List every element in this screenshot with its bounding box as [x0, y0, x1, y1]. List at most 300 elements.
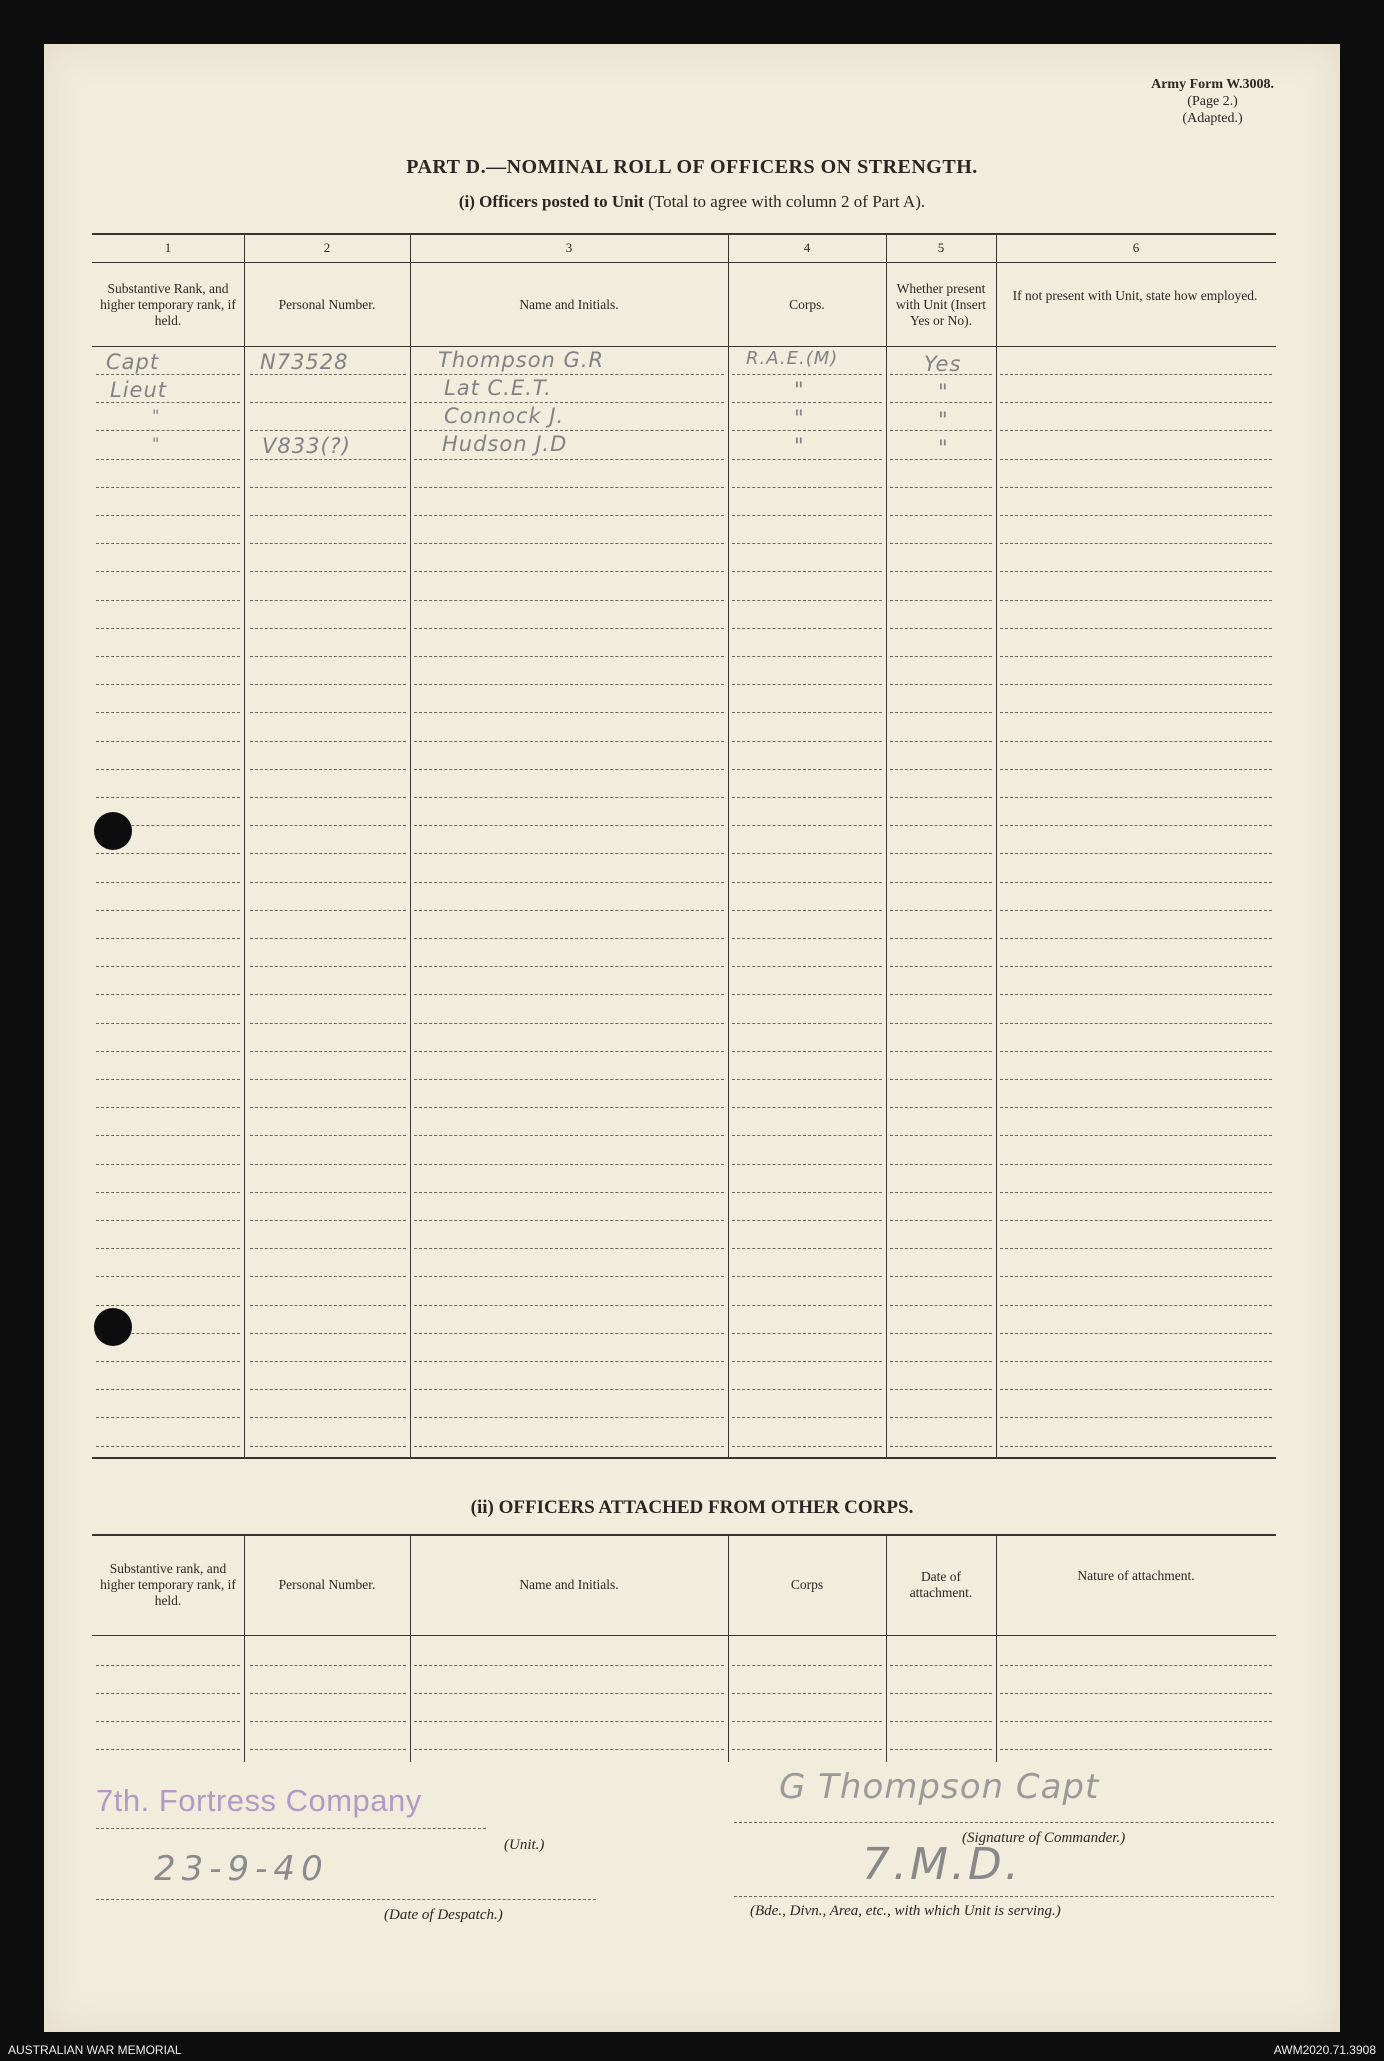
col-number-3: 3 — [565, 240, 573, 255]
dotted-entry-line — [96, 1721, 240, 1722]
dotted-entry-line — [1000, 459, 1272, 460]
row4-corps: " — [794, 434, 805, 458]
dotted-entry-line — [890, 1749, 992, 1750]
date-line — [96, 1899, 596, 1900]
dotted-entry-line — [1000, 1051, 1272, 1052]
dotted-entry-line — [1000, 966, 1272, 967]
dotted-entry-line — [1000, 1248, 1272, 1249]
dotted-entry-line — [732, 797, 882, 798]
dotted-entry-line — [250, 1446, 406, 1447]
dotted-entry-line — [96, 1305, 240, 1306]
att-header-date: Date of attachment. — [909, 1569, 973, 1600]
section1-subtitle — [44, 192, 1340, 212]
dotted-entry-line — [250, 1164, 406, 1165]
dotted-entry-line — [250, 741, 406, 742]
dotted-entry-line — [96, 430, 240, 431]
row2-corps: " — [794, 378, 805, 402]
header-rank: Substantive Rank, and higher temporary rank, if held. — [100, 281, 236, 328]
dotted-entry-line — [96, 628, 240, 629]
att-header-corps: Corps — [790, 1577, 824, 1592]
punch-hole — [94, 812, 132, 850]
dotted-entry-line — [1000, 1164, 1272, 1165]
dotted-entry-line — [890, 882, 992, 883]
dotted-entry-line — [1000, 515, 1272, 516]
dotted-entry-line — [1000, 882, 1272, 883]
page-title: PART D.—NOMINAL ROLL OF OFFICERS ON STRENGTH. — [406, 156, 978, 178]
table2-header-border — [92, 1635, 1276, 1636]
dotted-entry-line — [890, 1333, 992, 1334]
section1-subtitle-bold: (i) Officers posted to Unit — [458, 192, 644, 211]
dotted-entry-line — [250, 994, 406, 995]
dotted-entry-line — [414, 1079, 724, 1080]
unit-caption: (Unit.) — [504, 1837, 545, 1853]
dotted-entry-line — [96, 1417, 240, 1418]
punch-hole — [94, 1308, 132, 1346]
dotted-entry-line — [1000, 1693, 1272, 1694]
dotted-entry-line — [96, 966, 240, 967]
header-corps: Corps. — [789, 297, 825, 312]
dotted-entry-line — [250, 853, 406, 854]
dotted-entry-line — [1000, 684, 1272, 685]
dotted-entry-line — [1000, 1135, 1272, 1136]
dotted-entry-line — [414, 600, 724, 601]
dotted-entry-line — [414, 1220, 724, 1221]
dotted-entry-line — [890, 853, 992, 854]
dotted-entry-line — [732, 769, 882, 770]
dotted-entry-line — [890, 571, 992, 572]
row1-corps: R.A.E.(M) — [746, 348, 839, 369]
dotted-entry-line — [890, 966, 992, 967]
dotted-entry-line — [250, 1665, 406, 1666]
archive-reference: AWM2020.71.3908 — [1273, 2043, 1376, 2057]
table1-header-border — [92, 346, 1276, 347]
dotted-entry-line — [96, 487, 240, 488]
dotted-entry-line — [732, 543, 882, 544]
bde-caption: (Bde., Divn., Area, etc., with which Unit is serving.) — [750, 1903, 1061, 1919]
dotted-entry-line — [96, 1361, 240, 1362]
dotted-entry-line — [732, 1361, 882, 1362]
att-header-rank: Substantive rank, and higher temporary rank, if held. — [100, 1561, 236, 1608]
dotted-entry-line — [250, 1749, 406, 1750]
dotted-entry-line — [890, 487, 992, 488]
dotted-entry-line — [1000, 543, 1272, 544]
dotted-entry-line — [96, 797, 240, 798]
dotted-entry-line — [890, 628, 992, 629]
dotted-entry-line — [414, 825, 724, 826]
dotted-entry-line — [732, 1023, 882, 1024]
dotted-entry-line — [890, 684, 992, 685]
dotted-entry-line — [250, 1051, 406, 1052]
dotted-entry-line — [250, 571, 406, 572]
dotted-entry-line — [414, 994, 724, 995]
despatch-date: 23-9-40 — [154, 1849, 329, 1889]
dotted-entry-line — [96, 882, 240, 883]
row2-present: " — [938, 380, 949, 404]
row2-name: Lat C.E.T. — [444, 376, 552, 400]
dotted-entry-line — [890, 994, 992, 995]
dotted-entry-line — [96, 1446, 240, 1447]
dotted-entry-line — [250, 1079, 406, 1080]
form-page-number: (Page 2.) — [1187, 94, 1238, 109]
dotted-entry-line — [732, 515, 882, 516]
dotted-entry-line — [732, 1079, 882, 1080]
row1-rank: Capt — [106, 350, 160, 374]
dotted-entry-line — [250, 402, 406, 403]
dotted-entry-line — [250, 459, 406, 460]
dotted-entry-line — [1000, 853, 1272, 854]
table1-col-divider — [996, 233, 997, 1457]
dotted-entry-line — [414, 1361, 724, 1362]
dotted-entry-line — [96, 459, 240, 460]
row4-present: " — [938, 436, 949, 460]
dotted-entry-line — [890, 1220, 992, 1221]
dotted-entry-line — [732, 1220, 882, 1221]
table1-col-divider — [410, 233, 411, 1457]
dotted-entry-line — [890, 1051, 992, 1052]
dotted-entry-line — [890, 1276, 992, 1277]
dotted-entry-line — [250, 374, 406, 375]
row1-name: Thompson G.R — [438, 348, 605, 372]
dotted-entry-line — [96, 769, 240, 770]
dotted-entry-line — [732, 1164, 882, 1165]
dotted-entry-line — [414, 1417, 724, 1418]
col-number-2: 2 — [323, 240, 331, 255]
dotted-entry-line — [890, 741, 992, 742]
dotted-entry-line — [1000, 741, 1272, 742]
dotted-entry-line — [1000, 402, 1272, 403]
dotted-entry-line — [96, 1192, 240, 1193]
dotted-entry-line — [250, 1107, 406, 1108]
dotted-entry-line — [890, 1665, 992, 1666]
row2-rank: Lieut — [110, 378, 167, 402]
dotted-entry-line — [414, 1023, 724, 1024]
dotted-entry-line — [732, 684, 882, 685]
dotted-entry-line — [732, 1693, 882, 1694]
table1-col-divider — [728, 233, 729, 1457]
table1-col-divider — [244, 233, 245, 1457]
dotted-entry-line — [732, 600, 882, 601]
dotted-entry-line — [414, 374, 724, 375]
dotted-entry-line — [732, 628, 882, 629]
dotted-entry-line — [890, 1192, 992, 1193]
dotted-entry-line — [1000, 374, 1272, 375]
dotted-entry-line — [250, 1333, 406, 1334]
dotted-entry-line — [732, 1389, 882, 1390]
table2-col-divider — [728, 1534, 729, 1762]
dotted-entry-line — [414, 769, 724, 770]
header-present: Whether present with Unit (Insert Yes or No). — [896, 281, 986, 328]
dotted-entry-line — [414, 515, 724, 516]
archive-credit: AUSTRALIAN WAR MEMORIAL — [8, 2043, 182, 2057]
dotted-entry-line — [1000, 430, 1272, 431]
dotted-entry-line — [250, 797, 406, 798]
dotted-entry-line — [414, 797, 724, 798]
dotted-entry-line — [1000, 1079, 1272, 1080]
dotted-entry-line — [96, 515, 240, 516]
dotted-entry-line — [890, 656, 992, 657]
dotted-entry-line — [732, 938, 882, 939]
dotted-entry-line — [96, 1079, 240, 1080]
row4-name: Hudson J.D — [442, 432, 568, 456]
dotted-entry-line — [414, 459, 724, 460]
table1-top-border — [92, 233, 1276, 235]
row3-rank: " — [152, 406, 161, 425]
dotted-entry-line — [96, 402, 240, 403]
dotted-entry-line — [890, 712, 992, 713]
dotted-entry-line — [1000, 1276, 1272, 1277]
dotted-entry-line — [1000, 571, 1272, 572]
dotted-entry-line — [1000, 1220, 1272, 1221]
dotted-entry-line — [414, 1389, 724, 1390]
dotted-entry-line — [250, 1305, 406, 1306]
dotted-entry-line — [732, 1417, 882, 1418]
dotted-entry-line — [1000, 994, 1272, 995]
dotted-entry-line — [1000, 1446, 1272, 1447]
table1-bottom-border — [92, 1457, 1276, 1459]
dotted-entry-line — [732, 571, 882, 572]
dotted-entry-line — [414, 938, 724, 939]
dotted-entry-line — [250, 430, 406, 431]
dotted-entry-line — [414, 712, 724, 713]
dotted-entry-line — [732, 853, 882, 854]
dotted-entry-line — [1000, 1107, 1272, 1108]
dotted-entry-line — [414, 571, 724, 572]
dotted-entry-line — [414, 1192, 724, 1193]
dotted-entry-line — [414, 1665, 724, 1666]
dotted-entry-line — [732, 487, 882, 488]
dotted-entry-line — [890, 769, 992, 770]
dotted-entry-line — [414, 656, 724, 657]
dotted-entry-line — [414, 1721, 724, 1722]
row4-rank: " — [152, 434, 161, 453]
dotted-entry-line — [250, 938, 406, 939]
dotted-entry-line — [96, 741, 240, 742]
dotted-entry-line — [732, 741, 882, 742]
col-number-1: 1 — [164, 240, 172, 255]
dotted-entry-line — [414, 853, 724, 854]
dotted-entry-line — [890, 1389, 992, 1390]
dotted-entry-line — [96, 1665, 240, 1666]
dotted-entry-line — [890, 1721, 992, 1722]
table2-col-divider — [410, 1534, 411, 1762]
dotted-entry-line — [414, 1248, 724, 1249]
dotted-entry-line — [732, 430, 882, 431]
dotted-entry-line — [890, 797, 992, 798]
dotted-entry-line — [1000, 628, 1272, 629]
dotted-entry-line — [1000, 910, 1272, 911]
dotted-entry-line — [96, 1749, 240, 1750]
dotted-entry-line — [250, 1220, 406, 1221]
form-reference — [1151, 76, 1274, 127]
dotted-entry-line — [96, 1135, 240, 1136]
row1-present: Yes — [924, 352, 962, 376]
dotted-entry-line — [250, 515, 406, 516]
att-header-name: Name and Initials. — [519, 1577, 619, 1592]
dotted-entry-line — [1000, 1192, 1272, 1193]
dotted-entry-line — [96, 1164, 240, 1165]
dotted-entry-line — [890, 515, 992, 516]
dotted-entry-line — [732, 1749, 882, 1750]
dotted-entry-line — [414, 882, 724, 883]
form-number: Army Form W.3008. — [1151, 77, 1274, 92]
dotted-entry-line — [250, 882, 406, 883]
commander-signature: G Thompson Capt — [779, 1767, 1100, 1807]
dotted-entry-line — [732, 1446, 882, 1447]
signature-caption: (Signature of Commander.) — [962, 1830, 1126, 1846]
dotted-entry-line — [96, 1389, 240, 1390]
dotted-entry-line — [414, 543, 724, 544]
dotted-entry-line — [250, 966, 406, 967]
table2-col-divider — [996, 1534, 997, 1762]
dotted-entry-line — [890, 1305, 992, 1306]
att-header-nature: Nature of attachment. — [1077, 1568, 1195, 1583]
dotted-entry-line — [890, 1361, 992, 1362]
dotted-entry-line — [96, 656, 240, 657]
dotted-entry-line — [414, 1693, 724, 1694]
dotted-entry-line — [250, 712, 406, 713]
dotted-entry-line — [96, 1693, 240, 1694]
dotted-entry-line — [890, 543, 992, 544]
row3-corps: " — [794, 406, 805, 430]
dotted-entry-line — [250, 1248, 406, 1249]
dotted-entry-line — [732, 1107, 882, 1108]
table1-col-divider — [886, 233, 887, 1457]
dotted-entry-line — [414, 1446, 724, 1447]
dotted-entry-line — [890, 1107, 992, 1108]
dotted-entry-line — [96, 600, 240, 601]
dotted-entry-line — [250, 1693, 406, 1694]
dotted-entry-line — [732, 1135, 882, 1136]
dotted-entry-line — [250, 1023, 406, 1024]
dotted-entry-line — [96, 374, 240, 375]
unit-line — [96, 1828, 486, 1829]
att-header-personal-number: Personal Number. — [278, 1577, 376, 1592]
dotted-entry-line — [414, 487, 724, 488]
dotted-entry-line — [96, 712, 240, 713]
dotted-entry-line — [96, 1248, 240, 1249]
dotted-entry-line — [890, 1248, 992, 1249]
dotted-entry-line — [890, 1135, 992, 1136]
dotted-entry-line — [250, 543, 406, 544]
dotted-entry-line — [414, 1135, 724, 1136]
dotted-entry-line — [1000, 487, 1272, 488]
dotted-entry-line — [732, 882, 882, 883]
dotted-entry-line — [732, 1248, 882, 1249]
dotted-entry-line — [1000, 1749, 1272, 1750]
dotted-entry-line — [250, 656, 406, 657]
row3-present: " — [938, 408, 949, 432]
dotted-entry-line — [890, 600, 992, 601]
dotted-entry-line — [96, 1220, 240, 1221]
dotted-entry-line — [1000, 1665, 1272, 1666]
bde-value: 7.M.D. — [862, 1839, 1022, 1890]
dotted-entry-line — [250, 1417, 406, 1418]
dotted-entry-line — [1000, 1023, 1272, 1024]
col-number-5: 5 — [937, 240, 945, 255]
col-number-4: 4 — [803, 240, 811, 255]
header-name: Name and Initials. — [519, 297, 619, 312]
dotted-entry-line — [414, 966, 724, 967]
row4-number: V833(?) — [262, 434, 351, 458]
dotted-entry-line — [414, 1333, 724, 1334]
dotted-entry-line — [1000, 656, 1272, 657]
dotted-entry-line — [732, 1721, 882, 1722]
dotted-entry-line — [890, 1164, 992, 1165]
dotted-entry-line — [732, 1305, 882, 1306]
dotted-entry-line — [250, 487, 406, 488]
dotted-entry-line — [1000, 1721, 1272, 1722]
dotted-entry-line — [250, 628, 406, 629]
dotted-entry-line — [250, 684, 406, 685]
dotted-entry-line — [250, 910, 406, 911]
section2-title: (ii) OFFICERS ATTACHED FROM OTHER CORPS. — [470, 1497, 914, 1518]
dotted-entry-line — [1000, 825, 1272, 826]
dotted-entry-line — [96, 1276, 240, 1277]
dotted-entry-line — [250, 1276, 406, 1277]
signature-line — [734, 1822, 1274, 1823]
bde-line — [734, 1896, 1274, 1897]
row3-name: Connock J. — [444, 404, 565, 428]
table2-col-divider — [886, 1534, 887, 1762]
dotted-entry-line — [250, 600, 406, 601]
table2-top-border — [92, 1534, 1276, 1536]
dotted-entry-line — [890, 1417, 992, 1418]
dotted-entry-line — [414, 1749, 724, 1750]
dotted-entry-line — [250, 1192, 406, 1193]
dotted-entry-line — [1000, 600, 1272, 601]
dotted-entry-line — [732, 1051, 882, 1052]
dotted-entry-line — [414, 1305, 724, 1306]
dotted-entry-line — [96, 1023, 240, 1024]
dotted-entry-line — [96, 1107, 240, 1108]
dotted-entry-line — [1000, 1305, 1272, 1306]
dotted-entry-line — [732, 994, 882, 995]
dotted-entry-line — [890, 825, 992, 826]
dotted-entry-line — [890, 910, 992, 911]
dotted-entry-line — [96, 938, 240, 939]
header-employment: If not present with Unit, state how employed. — [1012, 288, 1258, 303]
dotted-entry-line — [414, 1051, 724, 1052]
unit-stamp: 7th. Fortress Company — [96, 1783, 422, 1818]
dotted-entry-line — [732, 712, 882, 713]
dotted-entry-line — [250, 1389, 406, 1390]
dotted-entry-line — [250, 1135, 406, 1136]
row1-number: N73528 — [260, 350, 349, 374]
dotted-entry-line — [414, 741, 724, 742]
dotted-entry-line — [414, 1164, 724, 1165]
col-number-6: 6 — [1132, 240, 1140, 255]
dotted-entry-line — [414, 684, 724, 685]
form-adapted-note: (Adapted.) — [1182, 111, 1243, 126]
dotted-entry-line — [732, 966, 882, 967]
dotted-entry-line — [732, 1665, 882, 1666]
dotted-entry-line — [1000, 712, 1272, 713]
dotted-entry-line — [1000, 1361, 1272, 1362]
table2-col-divider — [244, 1534, 245, 1762]
dotted-entry-line — [1000, 1417, 1272, 1418]
dotted-entry-line — [250, 825, 406, 826]
header-personal-number: Personal Number. — [278, 297, 376, 312]
dotted-entry-line — [1000, 797, 1272, 798]
dotted-entry-line — [414, 628, 724, 629]
dotted-entry-line — [732, 1276, 882, 1277]
dotted-entry-line — [250, 769, 406, 770]
dotted-entry-line — [96, 910, 240, 911]
dotted-entry-line — [732, 402, 882, 403]
date-caption: (Date of Despatch.) — [384, 1907, 503, 1923]
dotted-entry-line — [96, 571, 240, 572]
dotted-entry-line — [890, 938, 992, 939]
